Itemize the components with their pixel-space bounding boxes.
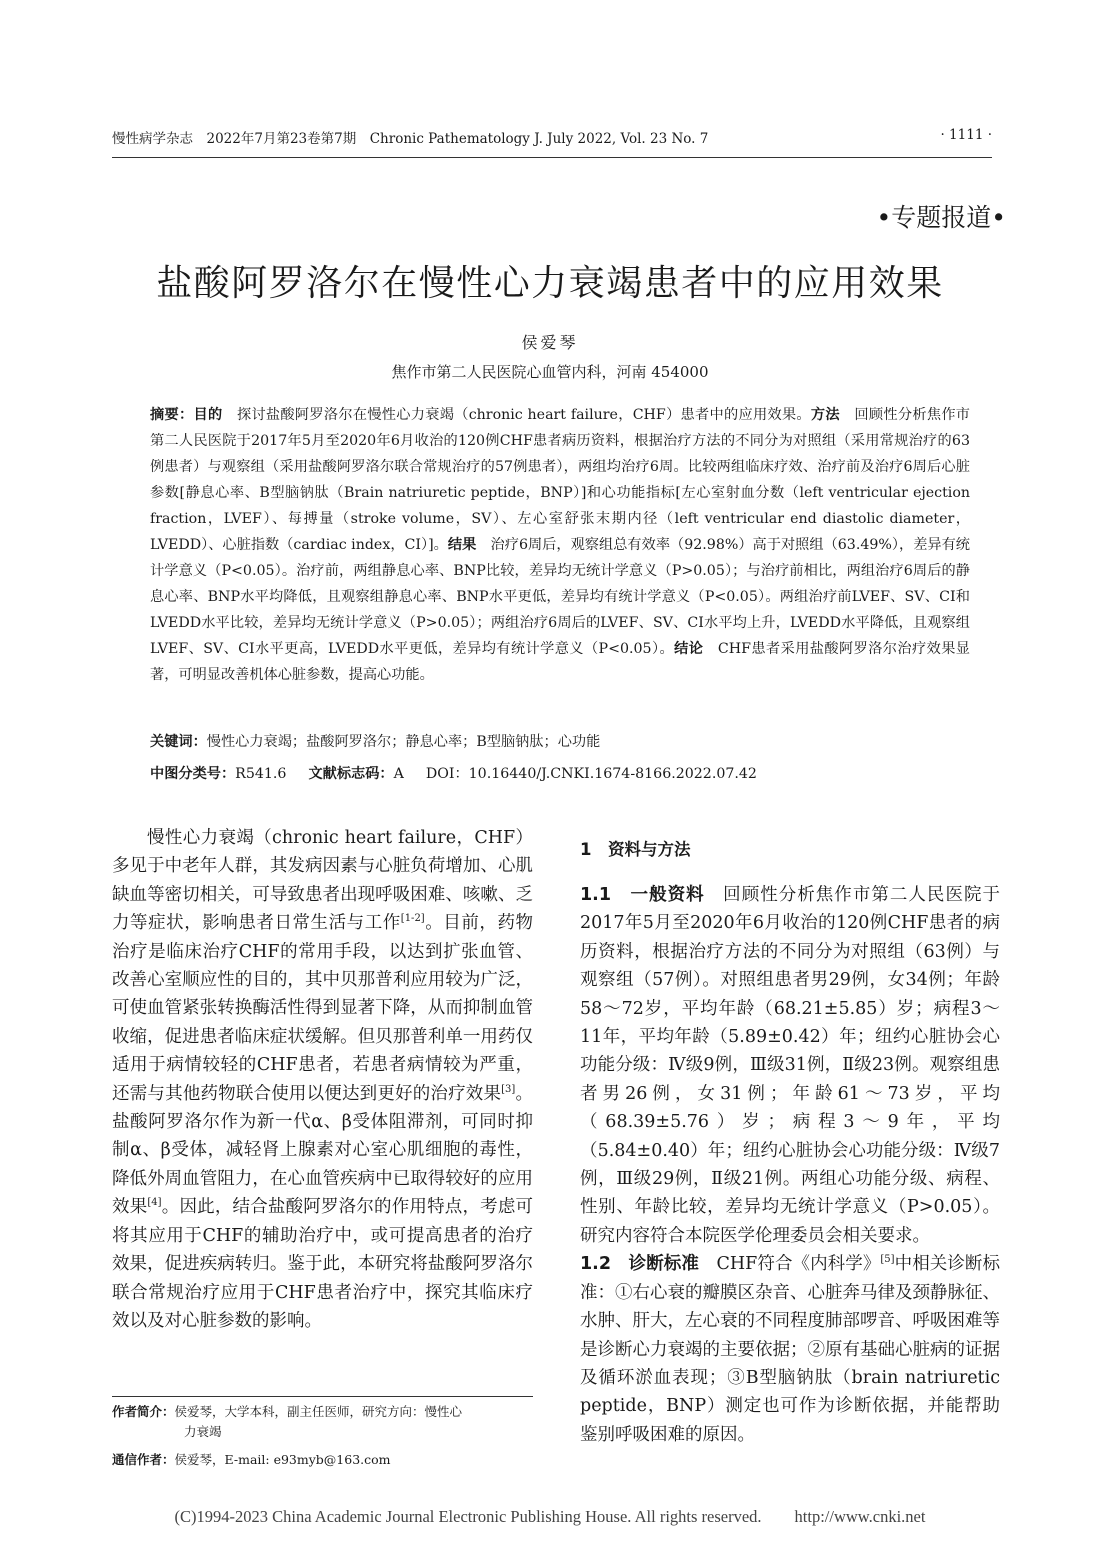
results-label: 结果 (447, 537, 477, 553)
author-name: 侯爱琴 (521, 333, 579, 352)
journal-citation: 慢性病学杂志 2022年7月第23卷第7期 Chronic Pathematology J. July 2022, Vol. 23 No. 7 (112, 131, 709, 147)
intro-text-1: 慢性心力衰竭（chronic heart failure，CHF）多见于中老年人群，其发病因素与心脏负荷增加、心肌缺血等密切相关，可导致患者出现呼吸困难、咳嗽、乏力等症状，影响患者日常生活与工作 (112, 828, 533, 934)
intro-text-4: 。因此，结合盐酸阿罗洛尔的作用特点，考虑可将其应用于CHF的辅助治疗中，或可提高患者的治疗效果，促进疾病转归。鉴于此，本研究将盐酸阿罗洛尔联合常规治疗应用于CHF患者治疗中，探究其临床疗效以及对心脏参数的影响。 (112, 1197, 534, 1331)
results-text: 治疗6周后，观察组总有效率（92.98%）高于对照组（63.49%），差异有统计学意义（P<0.05）。治疗前，两组静息心率、BNP比较，差异均无统计学意义（P>0.05）；与治疗前相比，两组治疗6周后的静息心率、BNP水平均降低，且观察组静息心率、BNP水平更低，差异均有统计学意义（P<0.05）。两组治疗前LVEF、SV、CI和LVEDD水平比较，差异均无统计学意义（P>0.05）；两组治疗6周后的LVEF、SV、CI水平均上升，LVEDD水平降低，且观察组LVEF、SV、CI水平更高，LVEDD水平更低，差异均有统计学意义（P<0.05）。 (150, 537, 970, 657)
corresponding-author-footnote (112, 1450, 537, 1470)
header-divider (112, 157, 992, 158)
article-title: 盐酸阿罗洛尔在慢性心力衰竭患者中的应用效果 (156, 263, 944, 304)
methods-text: 回顾性分析焦作市第二人民医院于2017年5月至2020年6月收治的120例CHF患者病历资料，根据治疗方法的不同分为对照组（采用常规治疗的63例患者）与观察组（采用盐酸阿罗洛尔联合常规治疗的57例患者），两组均治疗6周。比较两组临床疗效、治疗前及治疗6周后心脏参数[静息心率、B型脑钠肽（Brain natriuretic peptide，BNP）]和心功能指标[左心室射血分数（left ventricular ejection fraction，LVEF）、每搏量（stroke volume，SV）、左心室舒张末期内径（left ventricular end diastolic diameter，LVEDD）、心脏指数（cardiac index，CI）]。 (150, 407, 970, 553)
diagnostic-text-b: 中相关诊断标准：①右心衰的瓣膜区杂音、心脏奔马律及颈静脉征、水肿、肝大，左心衰的不同程度肺部啰音、呼吸困难等是诊断心力衰竭的主要依据；②原有基础心脏病的证据及循环淤血表现；③B型脑钠肽（brain natriuretic peptide，BNP）测定也可作为诊断依据，并能帮助鉴别呼吸困难的原因。 (580, 1254, 1000, 1445)
corresponding-author-label: 通信作者： (112, 1452, 175, 1467)
methods-label: 方法 (810, 407, 840, 423)
diagnostic-criteria-paragraph (580, 1250, 1000, 1449)
copyright-notice: (C)1994-2023 China Academic Journal Electronic Publishing House. All rights reserved. http://www.cnki.net (174, 1507, 926, 1526)
doi-value: 10.16440/J.CNKI.1674-8166.2022.07.42 (468, 766, 757, 782)
author-bio-text: 侯爱琴，大学本科，副主任医师，研究方向：慢性心 (174, 1404, 463, 1419)
section-heading-methods: 1 资料与方法 (580, 840, 691, 859)
subsection-label-diagnostic-criteria: 1.2 诊断标准 (580, 1254, 699, 1275)
author-bio-text-continued: 力衰竭 (184, 1424, 222, 1439)
column-label: •专题报道• (876, 203, 1006, 232)
introduction-paragraph (112, 824, 533, 1335)
classification-line (150, 763, 970, 785)
conclusion-text: CHF患者采用盐酸阿罗洛尔治疗效果显著，可明显改善机体心脏参数，提高心功能。 (150, 641, 970, 683)
doc-code-label: 文献标志码： (308, 766, 394, 782)
abstract-label: 摘要： (150, 407, 194, 423)
intro-text-3: 。盐酸阿罗洛尔作为新一代α、β受体阻滞剂，可同时抑制α、β受体，减轻肾上腺素对心室心肌细胞的毒性，降低外周血管阻力，在心血管疾病中已取得较好的应用效果 (112, 1083, 534, 1218)
general-data-paragraph (580, 881, 1000, 1250)
general-data-text: 回顾性分析焦作市第二人民医院于2017年5月至2020年6月收治的120例CHF患者的病历资料，根据治疗方法的不同分为对照组（63例）与观察组（57例）。对照组患者男29例，女34例；年龄58～72岁，平均年龄（68.21±5.85）岁；病程3～11年，平均年龄（5.89±0.42）年；纽约心脏协会心功能分级：Ⅳ级9例，Ⅲ级31例，Ⅱ级23例。观察组患者男26例，女31例；年龄61～73岁，平均（68.39±5.76）岁；病程3～9年，平均（5.84±0.40）年；纽约心脏协会心功能分级：Ⅳ级7例，Ⅲ级29例，Ⅱ级21例。两组心功能分级、病程、性别、年龄比较，差异均无统计学意义（P>0.05）。研究内容符合本院医学伦理委员会相关要求。 (580, 885, 1000, 1246)
running-header (112, 127, 992, 147)
citation-1-2: [1-2] (400, 913, 425, 925)
subsection-label-general-data: 1.1 一般资料 (580, 885, 705, 905)
citation-5: [5] (880, 1254, 895, 1266)
author-bio-label: 作者简介： (112, 1404, 175, 1419)
author-bio-footnote (112, 1402, 537, 1442)
keywords-text: 慢性心力衰竭；盐酸阿罗洛尔；静息心率；B型脑钠肽；心功能 (206, 734, 601, 750)
diagnostic-text-a: CHF符合《内科学》 (716, 1254, 881, 1275)
citation-4: [4] (147, 1197, 162, 1209)
abstract (150, 402, 970, 688)
footnote-divider (112, 1396, 533, 1397)
clc-label: 中图分类号： (150, 766, 236, 782)
methods-column (580, 838, 1000, 1449)
conclusion-label: 结论 (674, 641, 704, 657)
objective-label: 目的 (193, 407, 223, 423)
citation-3: [3] (501, 1083, 516, 1095)
objective-text: 探讨盐酸阿罗洛尔在慢性心力衰竭（chronic heart failure，CHF）患者中的应用效果。 (236, 407, 811, 423)
page-number: · 1111 · (940, 127, 992, 143)
keywords (150, 731, 970, 753)
intro-text-2: 。目前，药物治疗是临床治疗CHF的常用手段，以达到扩张血管、改善心室顺应性的目的，其中贝那普利应用较为广泛，可使血管紧张转换酶活性得到显著下降，从而抑制血管收缩，促进患者临床症状缓解。但贝那普利单一用药仅适用于病情较轻的CHF患者，若患者病情较为严重，还需与其他药物联合使用以便达到更好的治疗效果 (112, 913, 534, 1104)
doi-label: DOI： (425, 766, 469, 782)
author-affiliation: 焦作市第二人民医院心血管内科，河南 454000 (391, 363, 709, 381)
clc-value: R541.6 (235, 766, 287, 782)
doc-code-value: A (393, 766, 404, 782)
corresponding-author-text: 侯爱琴，E-mail: e93myb@163.com (174, 1452, 391, 1467)
keywords-label: 关键词： (150, 734, 207, 750)
